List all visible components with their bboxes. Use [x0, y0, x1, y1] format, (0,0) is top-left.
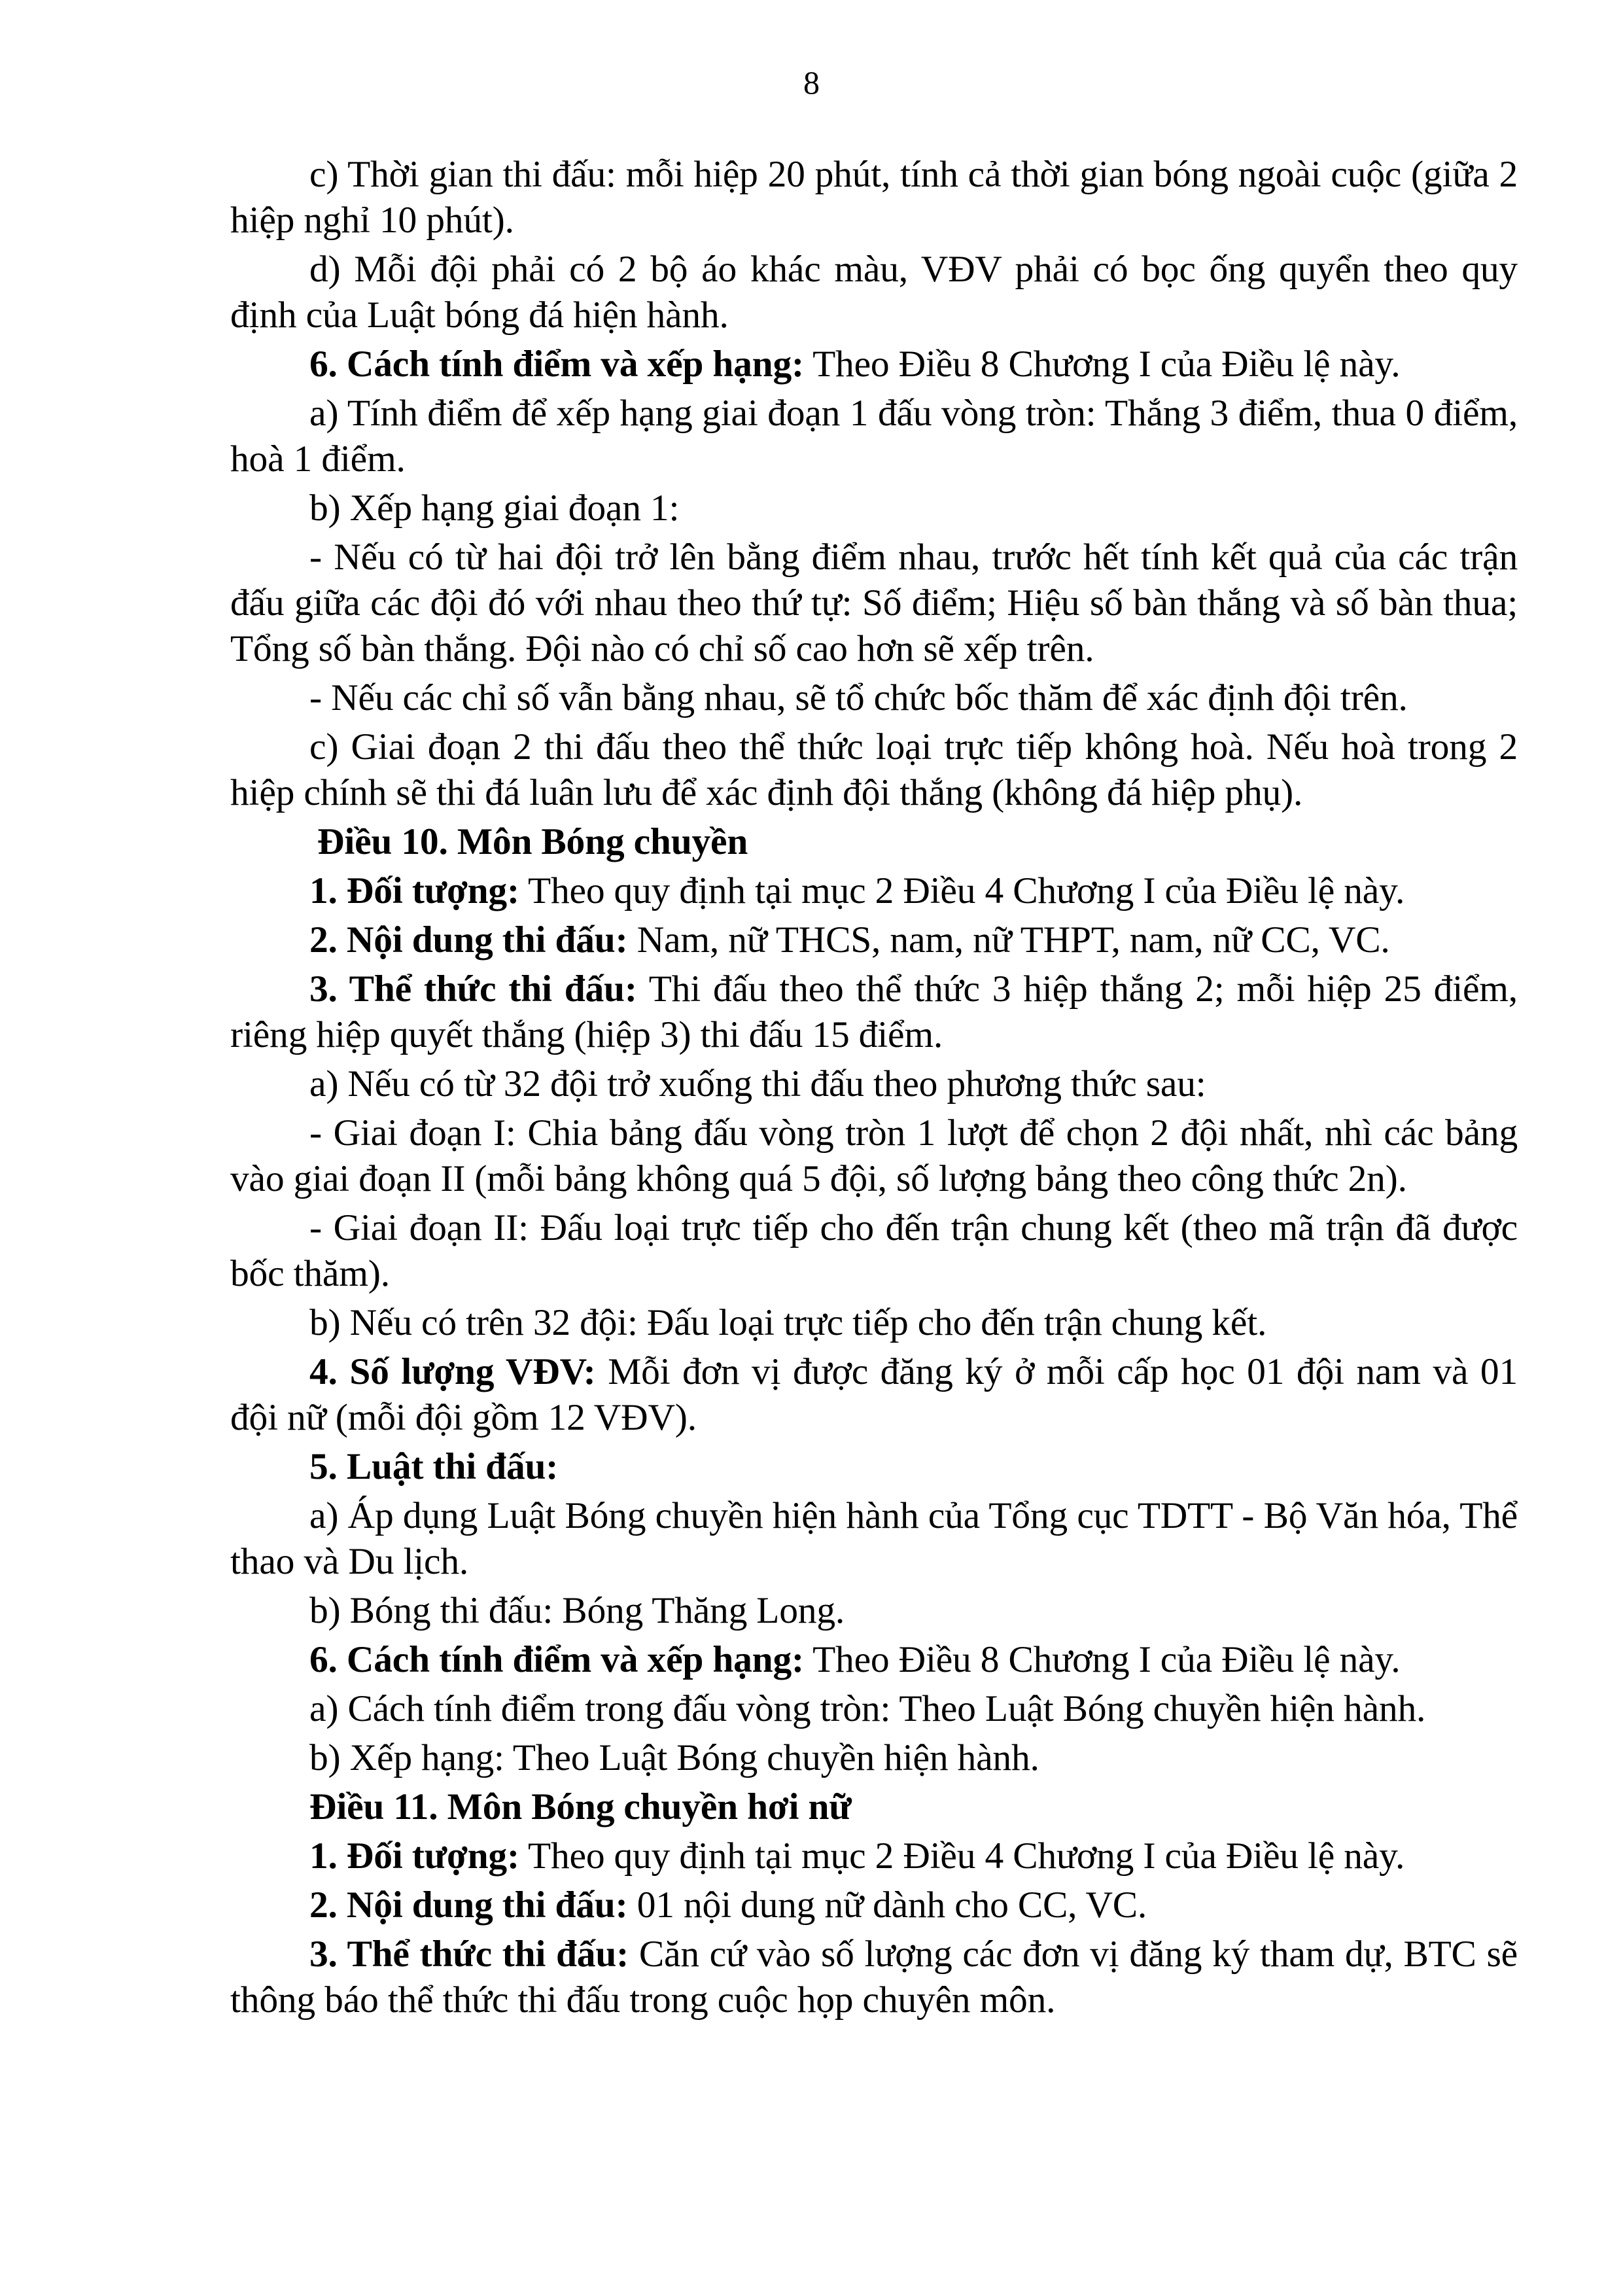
paragraph-10-3a-giai-doan-2 [230, 1205, 1518, 1297]
paragraph-text: b) Xếp hạng giai đoạn 1: [309, 487, 680, 529]
paragraph-10-4-so-luong-vdv [230, 1349, 1518, 1441]
paragraph-11-3-the-thuc [230, 1932, 1518, 2023]
paragraph-d-bo-ao [230, 247, 1518, 338]
section-heading-dieu-11: Điều 11. Môn Bóng chuyền hơi nữ [309, 1786, 852, 1828]
paragraph-text: a) Cách tính điểm trong đấu vòng tròn: Theo Luật Bóng chuyền hiện hành. [309, 1688, 1426, 1729]
paragraph-text: Thi đấu theo thể thức 3 hiệp thắng 2; mỗi hiệp 25 điểm, riêng hiệp quyết thắng (hiệp 3) thi đấu 15 điểm. [230, 968, 1518, 1055]
paragraph-10-1-doi-tuong [230, 868, 1518, 914]
paragraph-label: 1. Đối tượng: [309, 1835, 519, 1877]
paragraph-10-3a [230, 1061, 1518, 1107]
paragraph-text: b) Bóng thi đấu: Bóng Thăng Long. [309, 1590, 845, 1631]
paragraph-text: a) Nếu có từ 32 đội trở xuống thi đấu theo phương thức sau: [309, 1063, 1206, 1104]
paragraph-label: 6. Cách tính điểm và xếp hạng: [309, 344, 804, 385]
paragraph-text: Căn cứ vào số lượng các đơn vị đăng ký tham dự, BTC sẽ thông báo thể thức thi đấu trong cuộc họp chuyên môn. [230, 1934, 1518, 2021]
paragraph-text: b) Nếu có trên 32 đội: Đấu loại trực tiếp cho đến trận chung kết. [309, 1302, 1267, 1343]
document-body [230, 152, 1518, 2026]
paragraph-c-thoi-gian-thi-dau [230, 152, 1518, 243]
paragraph-text: - Nếu có từ hai đội trở lên bằng điểm nhau, trước hết tính kết quả của các trận đấu giữa các đội đó với nhau theo thứ tự: Số điểm; Hiệu số bàn thắng và số bàn thua; Tổng số bàn thắng. Đội nào có chỉ số cao hơn sẽ xếp trên. [230, 537, 1518, 669]
paragraph-10-3b [230, 1300, 1518, 1346]
paragraph-11-2-noi-dung [230, 1882, 1518, 1928]
paragraph-text: Theo Điều 8 Chương I của Điều lệ này. [803, 344, 1401, 385]
paragraph-b-xep-hang [230, 486, 1518, 531]
paragraph-10-3-the-thuc [230, 966, 1518, 1058]
paragraph-label: 2. Nội dung thi đấu: [309, 919, 628, 961]
paragraph-6-cach-tinh-diem [230, 342, 1518, 387]
paragraph-text: c) Thời gian thi đấu: mỗi hiệp 20 phút, tính cả thời gian bóng ngoài cuộc (giữa 2 hiệp nghỉ 10 phút). [230, 154, 1518, 241]
paragraph-label: 3. Thể thức thi đấu: [309, 968, 637, 1010]
paragraph-text: c) Giai đoạn 2 thi đấu theo thể thức loại trực tiếp không hoà. Nếu hoà trong 2 hiệp chính sẽ thi đá luân lưu để xác định đội thắng (không đá hiệp phụ). [230, 726, 1518, 813]
paragraph-10-5-luat-thi-dau [230, 1444, 1518, 1490]
paragraph-text: - Nếu các chỉ số vẫn bằng nhau, sẽ tổ chức bốc thăm để xác định đội trên. [309, 677, 1408, 718]
paragraph-neu-cac-chi-so [230, 675, 1518, 721]
paragraph-10-2-noi-dung [230, 917, 1518, 963]
paragraph-label: 1. Đối tượng: [309, 870, 519, 911]
paragraph-label: 6. Cách tính điểm và xếp hạng: [309, 1639, 804, 1680]
paragraph-text: Mỗi đơn vị được đăng ký ở mỗi cấp học 01 đội nam và 01 đội nữ (mỗi đội gồm 12 VĐV). [230, 1351, 1518, 1438]
paragraph-a-tinh-diem [230, 391, 1518, 482]
paragraph-11-1-doi-tuong [230, 1833, 1518, 1879]
paragraph-label: 3. Thể thức thi đấu: [309, 1934, 629, 1975]
paragraph-10-6-cach-tinh-diem [230, 1637, 1518, 1683]
paragraph-text: - Giai đoạn I: Chia bảng đấu vòng tròn 1 lượt để chọn 2 đội nhất, nhì các bảng vào giai đoạn II (mỗi bảng không quá 5 đội, số lượng bảng theo công thức 2n). [230, 1112, 1518, 1199]
paragraph-text: Nam, nữ THCS, nam, nữ THPT, nam, nữ CC, VC. [627, 919, 1390, 961]
paragraph-10-5b [230, 1588, 1518, 1634]
paragraph-text: d) Mỗi đội phải có 2 bộ áo khác màu, VĐV phải có bọc ống quyển theo quy định của Luật bóng đá hiện hành. [230, 249, 1518, 336]
paragraph-text: b) Xếp hạng: Theo Luật Bóng chuyền hiện hành. [309, 1737, 1039, 1778]
page-number: 8 [803, 64, 820, 101]
paragraph-10-6a [230, 1686, 1518, 1732]
paragraph-text: Theo quy định tại mục 2 Điều 4 Chương I của Điều lệ này. [519, 870, 1405, 911]
paragraph-text: Theo quy định tại mục 2 Điều 4 Chương I của Điều lệ này. [519, 1835, 1405, 1877]
paragraph-neu-co-tu-hai-doi [230, 535, 1518, 672]
paragraph-text: a) Áp dụng Luật Bóng chuyền hiện hành của Tổng cục TDTT - Bộ Văn hóa, Thể thao và Du lịch. [230, 1495, 1518, 1582]
paragraph-10-5a [230, 1493, 1518, 1585]
paragraph-label: 4. Số lượng VĐV: [309, 1351, 596, 1392]
paragraph-label: 5. Luật thi đấu: [309, 1446, 559, 1487]
section-heading-dieu-10: Điều 10. Môn Bóng chuyền [317, 821, 748, 862]
paragraph-text: - Giai đoạn II: Đấu loại trực tiếp cho đến trận chung kết (theo mã trận đã được bốc thăm). [230, 1207, 1518, 1294]
paragraph-text: a) Tính điểm để xếp hạng giai đoạn 1 đấu vòng tròn: Thắng 3 điểm, thua 0 điểm, hoà 1 điểm. [230, 393, 1518, 480]
paragraph-text: 01 nội dung nữ dành cho CC, VC. [627, 1884, 1147, 1926]
paragraph-label: 2. Nội dung thi đấu: [309, 1884, 628, 1926]
paragraph-10-3a-giai-doan-1 [230, 1110, 1518, 1202]
paragraph-10-6b [230, 1735, 1518, 1781]
paragraph-text: Theo Điều 8 Chương I của Điều lệ này. [803, 1639, 1401, 1680]
paragraph-c-giai-doan-2 [230, 724, 1518, 816]
